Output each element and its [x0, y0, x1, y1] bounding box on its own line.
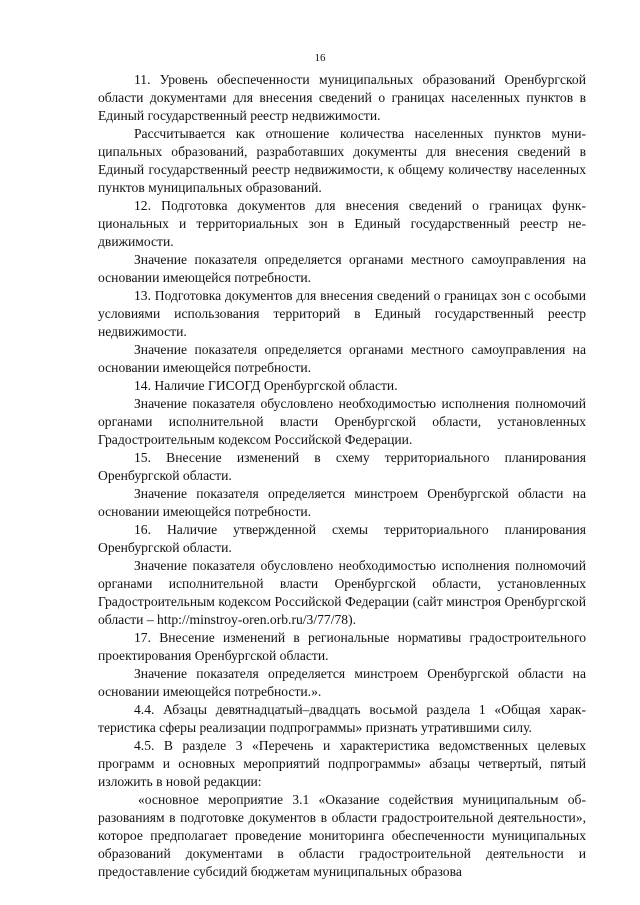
- paragraph-item-17-description: Значение показателя определяется минстроем Оренбургской области на основании имеющейся потребности.».: [98, 666, 586, 699]
- paragraph-item-14: 14. Наличие ГИСОГД Оренбургской области.: [134, 378, 398, 393]
- paragraph-item-15-description: Значение показателя определяется минстроем Оренбургской области на основании имеющейся потребности.: [98, 486, 586, 519]
- paragraph-item-12-description: Значение показателя определяется органами местного самоуправления на основании имеющейся потребности.: [98, 252, 586, 285]
- paragraph-item-12: 12. Подготовка документов для внесения сведений о границах функциональных и территориальных зон в Единый государственный реестр недвижимости.: [98, 198, 586, 249]
- paragraph-item-13: 13. Подготовка документов для внесения сведений о границах зон с особыми условиями использования территорий в Единый государственный реестр недвижимости.: [98, 288, 586, 339]
- paragraph-item-13-description: Значение показателя определяется органами местного самоуправления на основании имеющейся потребности.: [98, 342, 586, 375]
- paragraph-item-14-description: Значение показателя обусловлено необходимостью исполнения полномочий органами исполнительной власти Оренбургской области, установленных Градостроительным кодексом Российской Федерации.: [98, 396, 586, 447]
- paragraph-section-4-4: 4.4. Абзацы девятнадцатый–двадцать восьмой раздела 1 «Общая характеристика сферы реализации подпрограммы» признать утратившими силу.: [98, 702, 586, 735]
- paragraph-item-11-description: Рассчитывается как отношение количества населенных пунктов муниципальных образований, разработавших документы для внесения сведений в Единый государственный реестр недвижимости, к общему количеству населенных пунктов муниципальных образований.: [98, 126, 586, 195]
- paragraph-main-activity-3-1: «основное мероприятие 3.1 «Оказание содействия муниципальным образованиям в подготовке документов в области градостроительной деятельности», которое предполагает проведение мониторинга обеспеченности муниципальных образований документами в области градостроительной деятельности и предоставление субсидий бюджетам муниципальных образова: [98, 792, 586, 879]
- paragraph-item-17: 17. Внесение изменений в региональные нормативы градостроительного проектирования Оренбургской области.: [98, 630, 586, 663]
- paragraph-section-4-5: 4.5. В разделе 3 «Перечень и характеристика ведомственных целевых программ и основных мероприятий подпрограммы» абзацы четвертый, пятый изложить в новой редакции:: [98, 738, 586, 789]
- paragraph-item-16-description: Значение показателя обусловлено необходимостью исполнения полномочий органами исполнительной власти Оренбургской области, установленных Градостроительным кодексом Российской Федерации (сайт минстроя Оренбургской области – http://minstroy-oren.orb.ru/3/77/78).: [98, 558, 586, 627]
- document-body: [98, 71, 586, 881]
- paragraph-item-15: 15. Внесение изменений в схему территориального планирования Оренбургской области.: [98, 450, 586, 483]
- page-number: 16: [314, 52, 326, 64]
- paragraph-item-11: 11. Уровень обеспеченности муниципальных образований Оренбургской области документами для внесения сведений о границах населенных пунктов в Единый государственный реестр недвижимости.: [98, 72, 586, 123]
- paragraph-item-16: 16. Наличие утвержденной схемы территориального планирования Оренбургской области.: [98, 522, 586, 555]
